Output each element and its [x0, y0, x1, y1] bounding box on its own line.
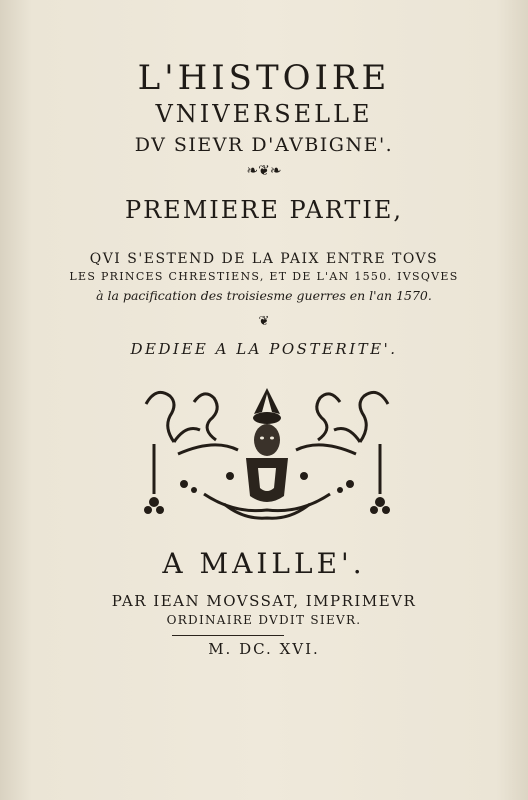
printers-device-woodcut-icon	[134, 384, 400, 524]
divider-rule	[172, 635, 284, 636]
title-line-2: VNIVERSELLE	[155, 100, 373, 128]
imprint-place: A MAILLE'.	[162, 547, 366, 580]
part-subtitle-line-1: QVI S'ESTEND DE LA PAIX ENTRE TOVS	[89, 251, 439, 267]
small-fleuron-icon: ❦	[258, 314, 270, 329]
part-title: PREMIERE PARTIE,	[124, 196, 404, 224]
imprint-printer: PAR IEAN MOVSSAT, IMPRIMEVR	[111, 592, 417, 610]
imprint-role: ORDINAIRE DVDIT SIEVR.	[166, 613, 362, 627]
imprint-year: M. DC. XVI.	[208, 640, 320, 658]
fleuron-ornament-icon: ❧❦❧	[246, 163, 282, 179]
title-line-3: DV SIEVR D'AVBIGNE'.	[134, 134, 394, 156]
title-line-1: L'HISTOIRE	[137, 58, 391, 98]
dedication: DEDIEE A LA POSTERITE'.	[130, 340, 398, 358]
part-subtitle-line-2: LES PRINCES CHRESTIENS, ET DE L'AN 1550. IVSQVES	[69, 270, 459, 283]
part-subtitle-line-3: à la pacification des troisiesme guerres en l'an 1570.	[96, 288, 432, 303]
